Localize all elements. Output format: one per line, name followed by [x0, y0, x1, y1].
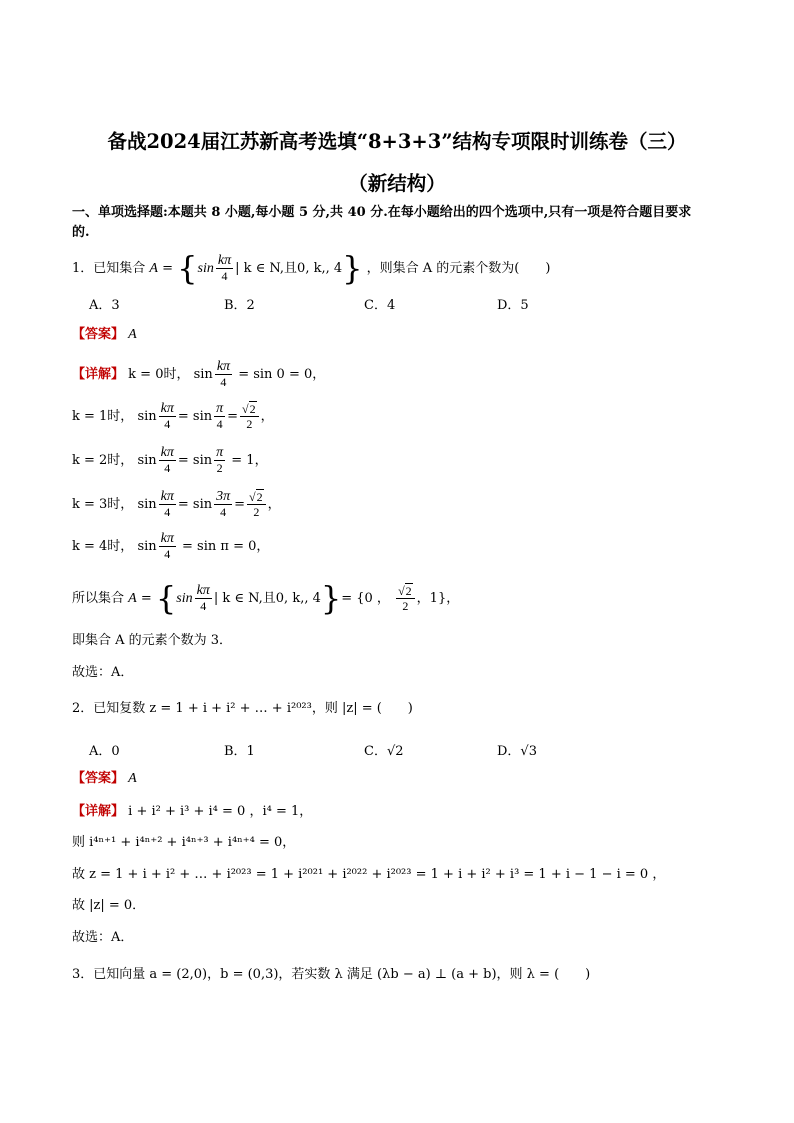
detail-label: 【详解】: [72, 804, 125, 819]
step1-text: k = 1时，: [72, 409, 134, 424]
q1-step-4: k = 4时， sin $\frac{k\pi}{4}$ = sin π = 0，: [72, 531, 270, 561]
q1-conclusion: 所以集合 A = {sin $\frac{k\pi}{4}$ | k ∈ N,且0, k,, 4}= {0 ， $\frac{√2}{2}$ ，1}，: [72, 579, 460, 618]
sin-text: sin: [197, 261, 214, 276]
fraction-k-pi-4: $\frac{k\pi}{4}$: [216, 359, 231, 389]
step4-eq: = sin π = 0，: [182, 539, 270, 554]
q1-suffix: ，则集合 A 的元素个数为( ): [366, 261, 551, 276]
step0-eq: = sin 0 = 0，: [238, 367, 326, 382]
q1-condition-repeat: | k ∈ N,且0, k,, 4: [213, 591, 321, 606]
q1-choose: 故选：A．: [72, 665, 134, 680]
fraction-sqrt2-2: $\frac{√2}{2}$: [240, 402, 259, 431]
fraction-k-pi-4: $\frac{k\pi}{4}$: [160, 445, 174, 475]
section-heading-cont: 的.: [72, 225, 90, 240]
so-result: = {0 ，: [341, 591, 390, 606]
fraction-3pi-4: $\frac{3\pi}{4}$: [216, 489, 231, 519]
fraction-pi-2: $\frac{\pi}{2}$: [216, 445, 224, 475]
q1-option-b[interactable]: B．2: [224, 298, 255, 313]
fraction-sqrt2-2: $\frac{√2}{2}$: [247, 490, 266, 519]
fraction-sqrt2-2: $\frac{√2}{2}$: [396, 584, 415, 613]
step2-eq: = 1，: [231, 453, 268, 468]
q1-answer-line: [72, 326, 137, 344]
q2-option-c[interactable]: C．√2: [364, 744, 404, 759]
answer-value: A: [128, 771, 137, 786]
q2-detail-2: 则 i⁴ⁿ⁺¹ + i⁴ⁿ⁺² + i⁴ⁿ⁺³ + i⁴ⁿ⁺⁴ = 0，: [72, 835, 296, 850]
answer-label: 【答案】: [72, 771, 125, 786]
fraction-k-pi-4: $\frac{k\pi}{4}$: [217, 253, 232, 283]
page-title: 备战2024届江苏新高考选填“8+3+3”结构专项限时训练卷（三）: [107, 130, 687, 153]
so-prefix: 所以集合: [72, 591, 125, 606]
right-brace-glyph: }: [320, 579, 342, 618]
answer-label: 【答案】: [72, 327, 125, 342]
q1-condition: | k ∈ N,且0, k,, 4: [235, 261, 343, 276]
q1-count: 即集合 A 的元素个数为 3．: [72, 633, 233, 648]
answer-value: A: [128, 327, 137, 342]
set-a-symbol: A: [149, 261, 158, 276]
fraction-pi-4: $\frac{\pi}{4}$: [216, 401, 224, 431]
q2-answer-line: [72, 770, 137, 788]
section-heading: 一、单项选择题:本题共 8 小题,每小题 5 分,共 40 分.在每小题给出的四个选项中,只有一项是符合题目要求: [72, 205, 692, 220]
q2-detail-3: 故 z = 1 + i + i² + … + i²⁰²³ = 1 + i²⁰²¹ + i²⁰²² + i²⁰²³ = 1 + i + i² + i³ = 1 + i − 1 − i = 0 ，: [72, 867, 666, 882]
fraction-k-pi-4: $\frac{k\pi}{4}$: [160, 531, 174, 561]
q2-option-b[interactable]: B．1: [224, 744, 255, 759]
q2-option-d[interactable]: D．√3: [497, 744, 537, 759]
fraction-k-pi-4: $\frac{k\pi}{4}$: [160, 489, 174, 519]
step2-text: k = 2时，: [72, 453, 134, 468]
step3-text: k = 3时，: [72, 497, 134, 512]
q2-option-a[interactable]: A．0: [89, 744, 120, 759]
fraction-k-pi-4: $\frac{k\pi}{4}$: [160, 401, 174, 431]
left-brace-glyph: {: [155, 579, 177, 618]
right-brace-glyph: }: [342, 249, 363, 288]
question-1-stem: 1．已知集合 A = {sin $\frac{k\pi}{4}$ | k ∈ N,且0, k,, 4} ，则集合 A 的元素个数为( ): [72, 249, 551, 288]
q1-prefix: 1．已知集合: [72, 261, 146, 276]
detail-label: 【详解】: [72, 367, 125, 382]
q2-detail-4: 故 |z| = 0．: [72, 898, 146, 913]
step0-text: k = 0时，: [128, 367, 190, 382]
q2-choose: 故选：A．: [72, 930, 134, 945]
set-a-symbol: A: [128, 591, 137, 606]
step4-text: k = 4时，: [72, 539, 134, 554]
q1-option-c[interactable]: C．4: [364, 298, 396, 313]
page-subtitle: （新结构）: [348, 172, 446, 195]
left-brace-glyph: {: [177, 249, 198, 288]
question-2-stem: 2．已知复数 z = 1 + i + i² + … + i²⁰²³，则 |z| = ( ): [72, 701, 413, 716]
q1-step-1: k = 1时， sin $\frac{k\pi}{4}$ = sin $\frac{\pi}{4}$ = $\frac{√2}{2}$ ，: [72, 401, 274, 431]
q1-step-3: k = 3时， sin $\frac{k\pi}{4}$ = sin $\frac{3\pi}{4}$ = $\frac{√2}{2}$ ，: [72, 489, 281, 519]
q2-detail-1: [72, 803, 312, 821]
so-tail: ，1}，: [416, 591, 460, 606]
fraction-k-pi-4: $\frac{k\pi}{4}$: [196, 583, 210, 613]
q2-line1: i + i² + i³ + i⁴ = 0 ，i⁴ = 1，: [128, 804, 313, 819]
question-3-stem: 3．已知向量 a = (2,0)，b = (0,3)，若实数 λ 满足 (λb − a) ⊥ (a + b)，则 λ = ( ): [72, 967, 591, 982]
q1-step-2: k = 2时， sin $\frac{k\pi}{4}$ = sin $\frac{\pi}{2}$ = 1，: [72, 445, 268, 475]
q1-step-0: 【详解】 k = 0时， sin $\frac{k\pi}{4}$ = sin 0 = 0，: [72, 359, 326, 389]
q1-option-a[interactable]: A．3: [89, 298, 120, 313]
q1-option-d[interactable]: D．5: [497, 298, 529, 313]
